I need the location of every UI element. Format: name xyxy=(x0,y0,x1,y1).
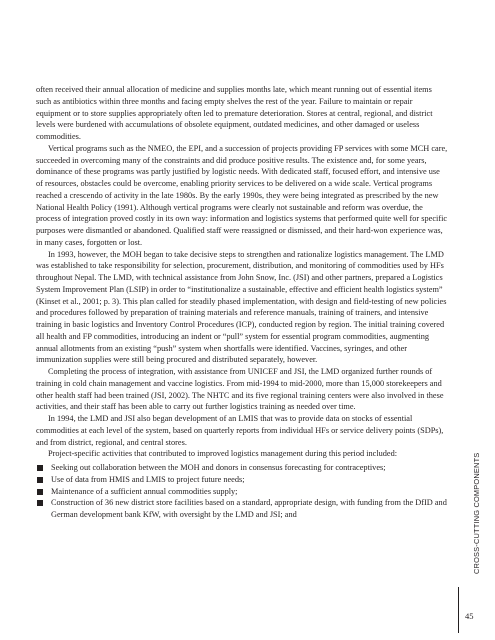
paragraph-6: Project-specific activities that contributed to improved logistics management during this period included: xyxy=(48,449,398,459)
square-bullet-icon xyxy=(37,489,43,495)
paragraph-5: In 1994, the LMD and JSI also began development of an LMIS that was to provide data on stocks of essential commodities at each level of the system, based on quarterly reports from individual HFs or service delivery points (SDPs), and from district, regional, and central stores. xyxy=(36,414,444,447)
paragraph-3: In 1993, however, the MOH began to take decisive steps to strengthen and rationalize logistics management. The LMD was established to take responsibility for selection, procurement, distribution, and monitoring of commodities used by HFs throughout Nepal. The LMD, with technical assistance from John Snow, Inc. (JSI) and other partners, prepared a Logistics System Improvement Plan (LSIP) in order to “institutionalize a sustainable, effective and efficient health logistics system” (Kinset et al., 2001; p. 3). This plan called for steadily phased implementation, with design and field-testing of new policies and procedures followed by preparation of training materials and reference manuals, training of trainers, and intensive training in basic logistics and Inventory Control Procedures (ICP), conducted region by region. The initial training covered all health and FP commodities, introducing an indent or “pull” system for essential program commodities, augmenting annual allotments from an existing “push” system when shortfalls were identified. Vaccines, syringes, and other immunization supplies were still being procured and distributed separately, however. xyxy=(36,249,447,365)
bullet-text: Construction of 36 new district store facilities based on a standard, appropriate design, with funding from the DfID and German development bank KfW, with oversight by the LMD and JSI; and xyxy=(51,498,447,519)
paragraph-2: Vertical programs such as the NMEO, the EPI, and a succession of projects providing FP services with some MCH care, succeeded in overcoming many of the constraints and did produce positive results. The existence and, for some years, dominance of these programs was partly justified by logistic needs. With dedicated staff, focused effort, and intensive use of resources, obstacles could be overcome, enabling priority services to be delivered on a wide scale. Vertical programs reached a crescendo of activity in the late 1980s. By the early 1990s, they were being integrated as prescribed by the new National Health Policy (1991). Although vertical programs were clearly not sustainable and reform was overdue, the process of integration proved costly in its own way: information and logistics systems that performed quite well for specific purposes were dismantled or abandoned. Qualified staff were reassigned or dismissed, and their hard-won experience was, in many cases, forgotten or lost. xyxy=(36,143,448,247)
square-bullet-icon xyxy=(37,465,43,471)
square-bullet-icon xyxy=(37,500,43,506)
list-item xyxy=(36,486,448,498)
bullet-text: Use of data from HMIS and LMIS to project future needs; xyxy=(51,474,245,484)
bullet-list xyxy=(36,462,448,521)
page-number: 45 xyxy=(465,611,474,621)
paragraph-1: often received their annual allocation of medicine and supplies months late, which meant running out of essential items such as antibiotics within three months and facing empty shelves the rest of the year. Failure to maintain or repair equipment or to store supplies appropriately often led to premature deterioration. Stores at central, regional, and district levels were burdened with accumulations of obsolete equipment, outdated medicines, and other damaged or useless commodities. xyxy=(36,85,433,141)
list-item xyxy=(36,462,448,474)
list-item xyxy=(36,497,448,521)
section-sidebar-label: CROSS-CUTTING COMPONENTS xyxy=(472,452,481,574)
body-text xyxy=(36,84,448,521)
bullet-text: Maintenance of a sufficient annual commodities supply; xyxy=(51,486,238,496)
paragraph-4: Completing the process of integration, with assistance from UNICEF and JSI, the LMD organized further rounds of training in cold chain management and vaccine logistics. From mid-1994 to mid-2000, more than 15,000 storekeepers and other health staff had been trained (JSI, 2002). The NHTC and its five regional training centers were also involved in these activities, and their staff has been able to carry out further logistics training as needed over time. xyxy=(36,367,444,412)
page-number-rule xyxy=(458,587,459,633)
list-item xyxy=(36,474,448,486)
bullet-text: Seeking out collaboration between the MOH and donors in consensus forecasting for contraceptives; xyxy=(51,463,386,472)
square-bullet-icon xyxy=(37,477,43,483)
